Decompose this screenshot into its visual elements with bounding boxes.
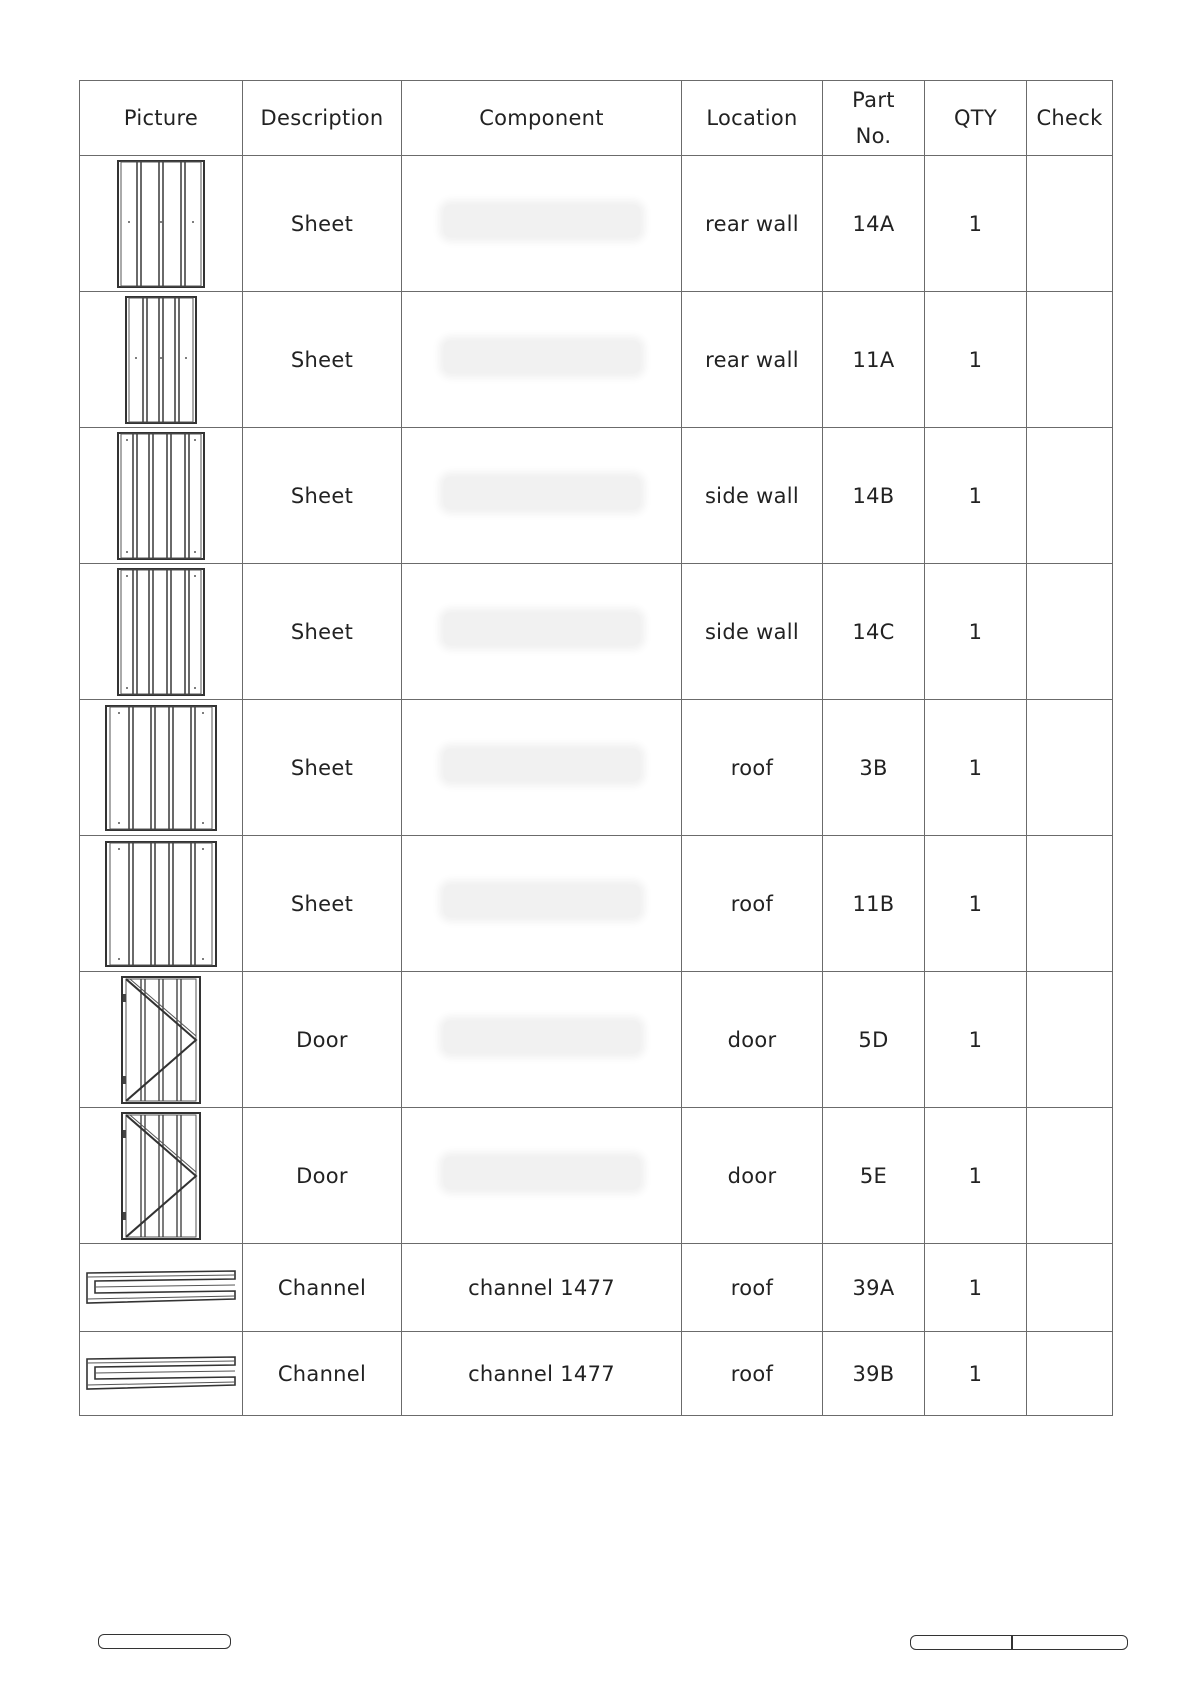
component-cell bbox=[402, 292, 682, 428]
table-row bbox=[80, 972, 1113, 1108]
location-cell: roof bbox=[682, 836, 823, 972]
header-check: Check bbox=[1027, 81, 1113, 156]
component-cell bbox=[402, 564, 682, 700]
qty-cell: 1 bbox=[925, 1332, 1027, 1416]
part-no-cell: 39A bbox=[823, 1244, 925, 1332]
qty-cell: 1 bbox=[925, 292, 1027, 428]
description-cell: Channel bbox=[243, 1244, 402, 1332]
picture-cell bbox=[80, 292, 243, 428]
check-cell[interactable] bbox=[1027, 292, 1113, 428]
check-cell[interactable] bbox=[1027, 428, 1113, 564]
check-cell[interactable] bbox=[1027, 700, 1113, 836]
check-cell[interactable] bbox=[1027, 156, 1113, 292]
qty-cell: 1 bbox=[925, 428, 1027, 564]
redacted-component bbox=[444, 1021, 640, 1053]
location-cell: door bbox=[682, 1108, 823, 1244]
wall-sheet-icon bbox=[117, 160, 205, 288]
location-cell: door bbox=[682, 972, 823, 1108]
redacted-component bbox=[444, 885, 640, 917]
description-cell: Sheet bbox=[243, 428, 402, 564]
picture-cell bbox=[80, 1332, 243, 1416]
component-cell bbox=[402, 700, 682, 836]
component-cell: channel 1477 bbox=[402, 1332, 682, 1416]
redacted-component bbox=[444, 477, 640, 509]
table-row bbox=[80, 1108, 1113, 1244]
table-row bbox=[80, 1332, 1113, 1416]
header-part-line1: Part bbox=[852, 88, 895, 112]
description-cell: Door bbox=[243, 1108, 402, 1244]
channel-profile-icon bbox=[85, 1269, 237, 1307]
qty-cell: 1 bbox=[925, 836, 1027, 972]
location-cell: rear wall bbox=[682, 292, 823, 428]
header-part-line2: No. bbox=[855, 124, 892, 148]
location-cell: side wall bbox=[682, 564, 823, 700]
check-cell[interactable] bbox=[1027, 972, 1113, 1108]
component-cell bbox=[402, 156, 682, 292]
parts-table bbox=[79, 80, 1113, 1416]
location-cell: rear wall bbox=[682, 156, 823, 292]
part-no-cell: 39B bbox=[823, 1332, 925, 1416]
part-no-cell: 3B bbox=[823, 700, 925, 836]
picture-cell bbox=[80, 836, 243, 972]
table-header-row bbox=[80, 81, 1113, 156]
qty-cell: 1 bbox=[925, 1108, 1027, 1244]
location-cell: roof bbox=[682, 1332, 823, 1416]
part-no-cell: 14C bbox=[823, 564, 925, 700]
qty-cell: 1 bbox=[925, 564, 1027, 700]
part-no-cell: 11B bbox=[823, 836, 925, 972]
header-part-no bbox=[823, 81, 925, 156]
picture-cell bbox=[80, 156, 243, 292]
description-cell: Channel bbox=[243, 1332, 402, 1416]
roof-sheet-icon bbox=[105, 705, 217, 831]
table-row bbox=[80, 836, 1113, 972]
footer-left-frame bbox=[98, 1634, 231, 1649]
header-picture: Picture bbox=[80, 81, 243, 156]
check-cell[interactable] bbox=[1027, 1244, 1113, 1332]
roof-sheet-icon bbox=[105, 841, 217, 967]
redacted-component bbox=[444, 749, 640, 781]
picture-cell bbox=[80, 564, 243, 700]
table-row bbox=[80, 564, 1113, 700]
picture-cell bbox=[80, 1244, 243, 1332]
header-component: Component bbox=[402, 81, 682, 156]
description-cell: Sheet bbox=[243, 292, 402, 428]
redacted-component bbox=[444, 341, 640, 373]
header-qty: QTY bbox=[925, 81, 1027, 156]
table-row bbox=[80, 1244, 1113, 1332]
check-cell[interactable] bbox=[1027, 836, 1113, 972]
wall-sheet-icon bbox=[117, 568, 205, 696]
part-no-cell: 5D bbox=[823, 972, 925, 1108]
component-cell bbox=[402, 428, 682, 564]
qty-cell: 1 bbox=[925, 1244, 1027, 1332]
part-no-cell: 14A bbox=[823, 156, 925, 292]
description-cell: Sheet bbox=[243, 156, 402, 292]
part-no-cell: 5E bbox=[823, 1108, 925, 1244]
part-no-cell: 11A bbox=[823, 292, 925, 428]
description-cell: Sheet bbox=[243, 836, 402, 972]
table-row bbox=[80, 700, 1113, 836]
picture-cell bbox=[80, 1108, 243, 1244]
header-description: Description bbox=[243, 81, 402, 156]
wall-sheet-icon bbox=[125, 296, 197, 424]
door-panel-icon bbox=[121, 1112, 201, 1240]
door-panel-icon bbox=[121, 976, 201, 1104]
description-cell: Sheet bbox=[243, 564, 402, 700]
qty-cell: 1 bbox=[925, 700, 1027, 836]
location-cell: roof bbox=[682, 1244, 823, 1332]
footer-right-divider bbox=[1011, 1635, 1013, 1650]
channel-profile-icon bbox=[85, 1355, 237, 1393]
picture-cell bbox=[80, 428, 243, 564]
qty-cell: 1 bbox=[925, 156, 1027, 292]
component-cell bbox=[402, 836, 682, 972]
check-cell[interactable] bbox=[1027, 1108, 1113, 1244]
description-cell: Sheet bbox=[243, 700, 402, 836]
table-row bbox=[80, 292, 1113, 428]
picture-cell bbox=[80, 972, 243, 1108]
table-row bbox=[80, 156, 1113, 292]
wall-sheet-icon bbox=[117, 432, 205, 560]
component-cell: channel 1477 bbox=[402, 1244, 682, 1332]
table-row bbox=[80, 428, 1113, 564]
part-no-cell: 14B bbox=[823, 428, 925, 564]
picture-cell bbox=[80, 700, 243, 836]
redacted-component bbox=[444, 1157, 640, 1189]
location-cell: roof bbox=[682, 700, 823, 836]
check-cell[interactable] bbox=[1027, 564, 1113, 700]
location-cell: side wall bbox=[682, 428, 823, 564]
component-cell bbox=[402, 1108, 682, 1244]
description-cell: Door bbox=[243, 972, 402, 1108]
redacted-component bbox=[444, 205, 640, 237]
qty-cell: 1 bbox=[925, 972, 1027, 1108]
footer-right-frame bbox=[910, 1635, 1128, 1650]
redacted-component bbox=[444, 613, 640, 645]
component-cell bbox=[402, 972, 682, 1108]
header-location: Location bbox=[682, 81, 823, 156]
check-cell[interactable] bbox=[1027, 1332, 1113, 1416]
